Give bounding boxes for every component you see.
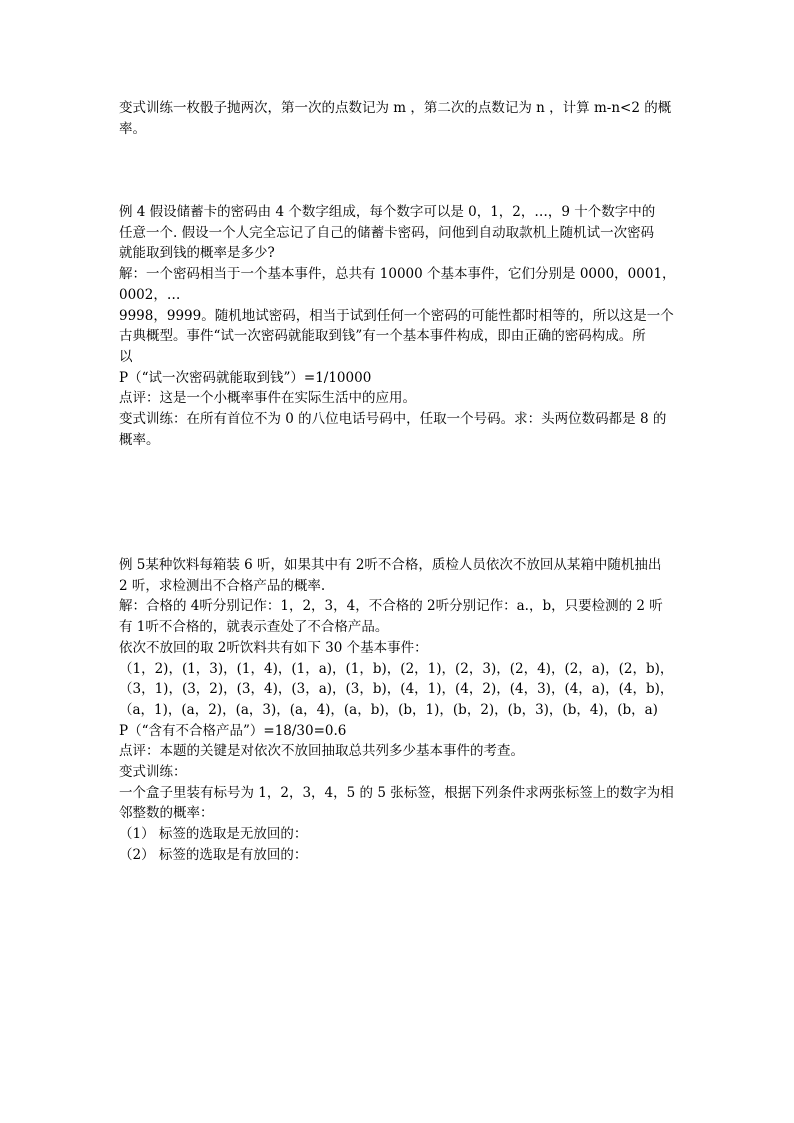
text-line: 0002，… bbox=[119, 286, 181, 303]
text-line: 率。 bbox=[119, 120, 146, 137]
text-line: 一个盒子里装有标号为 1，2，3，4，5 的 5 张标签，根据下列条件求两张标签上的数字为相 bbox=[119, 784, 674, 801]
example-4-password bbox=[119, 202, 679, 450]
event-list-line: （3，1)，(3，2)，(3，4)，(3，a)，(3，b)，(4，1)，(4，2)，(4，3)，(4，a)，(4，b)， bbox=[119, 681, 674, 698]
example-4-title-line: 例 4 假设储蓄卡的密码由 4 个数字组成，每个数字可以是 0，1，2，…，9 十个数字中的 bbox=[119, 204, 656, 220]
text-line: 概率。 bbox=[119, 431, 160, 448]
text-line: 就能取到钱的概率是多少? bbox=[119, 245, 275, 262]
solution-line: 解：合格的 4听分别记作：1，2，3，4，不合格的 2听分别记作：a.，b，只要检测的 2 听 bbox=[119, 598, 663, 615]
text-line: 依次不放回的取 2听饮料共有如下 30 个基本事件： bbox=[119, 639, 428, 656]
example-5-title-line: 例 5某种饮料每箱装 6 听，如果其中有 2听不合格，质检人员依次不放回从某箱中随机抽出 bbox=[119, 557, 662, 573]
probability-result: P（“含有不合格产品”）=18/30=0.6 bbox=[119, 722, 347, 739]
variant-exercise-dice bbox=[119, 98, 679, 139]
event-list-line: （a，1)，(a，2)，(a，3)，(a，4)，(a，b)，(b，1)，(b，2)，(b，3)，(b，4)，(b，a) bbox=[119, 701, 658, 718]
solution-line: 解：一个密码相当于一个基本事件，总共有 10000 个基本事件，它们分别是 0000，0001， bbox=[119, 266, 676, 283]
example-5-beverage bbox=[119, 555, 679, 866]
text-line: 以 bbox=[119, 348, 133, 365]
variant-exercise-line: 变式训练： bbox=[119, 764, 187, 781]
event-list-line: （1，2)，(1，3)，(1，4)，(1，a)，(1，b)，(2，1)，(2，3)，(2，4)，(2，a)，(2，b)， bbox=[119, 660, 674, 677]
text-line: 任意一个. 假设一个人完全忘记了自己的储蓄卡密码，问他到自动取款机上随机试一次密码 bbox=[119, 224, 655, 241]
text-line: 邻整数的概率： bbox=[119, 805, 214, 822]
comment-line: 点评：本题的关键是对依次不放回抽取总共列多少基本事件的考查。 bbox=[119, 743, 524, 760]
text-line: 2 听，求检测出不合格产品的概率. bbox=[119, 577, 326, 594]
sub-question-2: （2） 标签的选取是有放回的： bbox=[119, 846, 308, 863]
text-line: 9998，9999。随机地试密码，相当于试到任何一个密码的可能性都时相等的，所以这是一个 bbox=[119, 307, 674, 324]
comment-line: 点评：这是一个小概率事件在实际生活中的应用。 bbox=[119, 390, 416, 407]
probability-result: P（“试一次密码就能取到钱”）=1/10000 bbox=[119, 369, 372, 386]
text-line: 有 1听不合格的，就表示查处了不合格产品。 bbox=[119, 619, 389, 636]
variant-exercise-line: 变式训练：在所有首位不为 0 的八位电话号码中，任取一个号码。求：头两位数码都是 8 的 bbox=[119, 411, 667, 428]
text-line: 变式训练一枚骰子抛两次，第一次的点数记为 m ，第二次的点数记为 n ，计算 m-n<2 的概 bbox=[119, 100, 672, 116]
sub-question-1: （1） 标签的选取是无放回的： bbox=[119, 826, 308, 843]
text-line: 古典概型。事件“试一次密码就能取到钱”有一个基本事件构成，即由正确的密码构成。所 bbox=[119, 328, 646, 345]
